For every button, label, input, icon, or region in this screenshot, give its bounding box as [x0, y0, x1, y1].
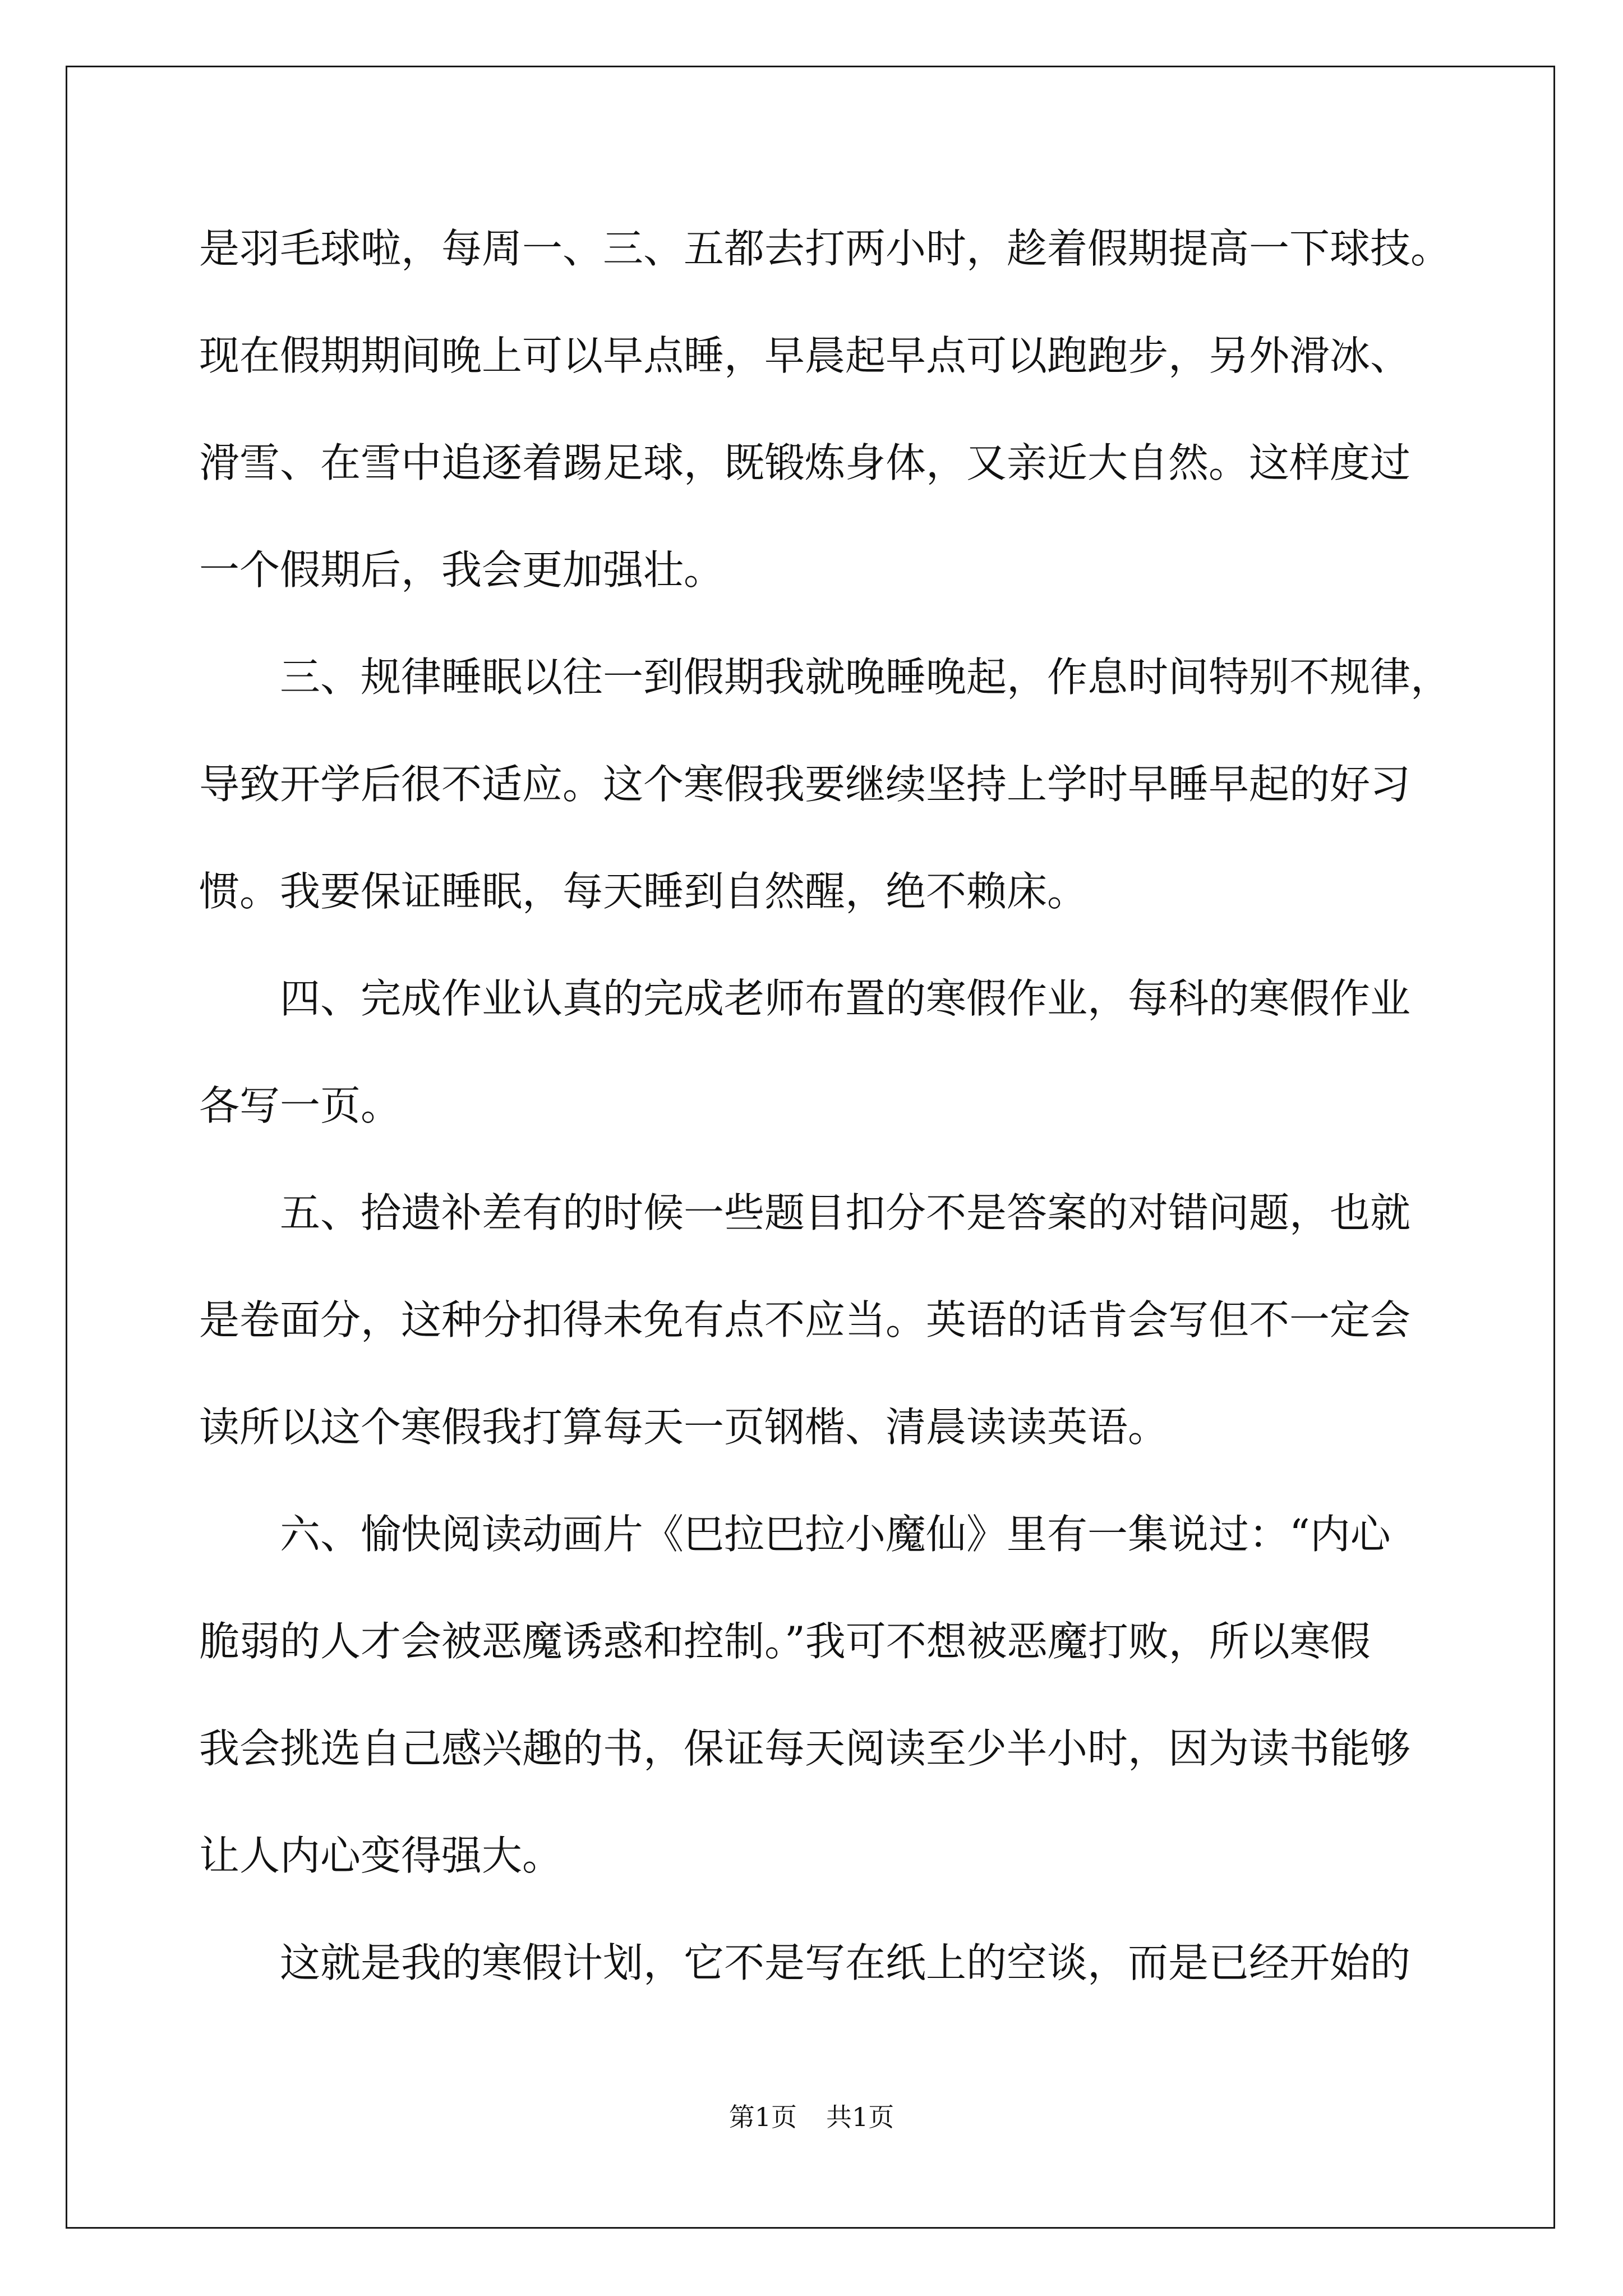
page-number: 第1页	[728, 2102, 797, 2132]
document-body	[199, 209, 1467, 2030]
total-pages: 共1页	[826, 2102, 895, 2132]
paragraph-start-line: 这就是我的寒假计划，它不是写在纸上的空谈，而是已经开始的	[280, 1939, 1411, 1986]
paragraph-start-line: 五、拾遗补差有的时候一些题目扣分不是答案的对错问题，也就	[280, 1189, 1411, 1236]
paragraph-start-line: 四、完成作业认真的完成老师布置的寒假作业，每科的寒假作业	[280, 975, 1411, 1022]
paragraph-start-line: 三、规律睡眠以往一到假期我就晚睡晚起，作息时间特别不规律，	[280, 654, 1451, 701]
text-line: 惯。我要保证睡眠，每天睡到自然醒，绝不赖床。	[199, 868, 1088, 915]
text-line: 一个假期后，我会更加强壮。	[199, 546, 725, 593]
page-footer	[0, 2097, 1623, 2134]
text-line: 现在假期期间晚上可以早点睡，早晨起早点可以跑跑步，另外滑冰、	[199, 332, 1411, 379]
text-line: 导致开学后很不适应。这个寒假我要继续坚持上学时早睡早起的好习	[199, 761, 1411, 808]
text-line: 读所以这个寒假我打算每天一页钢楷、清晨读读英语。	[199, 1404, 1169, 1451]
text-line: 各写一页。	[199, 1082, 402, 1129]
text-line: 让人内心变得强大。	[199, 1832, 563, 1879]
text-line: 是卷面分，这种分扣得未免有点不应当。英语的话肯会写但不一定会	[199, 1296, 1411, 1343]
text-line: 脆弱的人才会被恶魔诱惑和控制。”我可不想被恶魔打败，所以寒假	[199, 1618, 1371, 1665]
text-line: 我会挑选自己感兴趣的书，保证每天阅读至少半小时，因为读书能够	[199, 1725, 1411, 1772]
paragraph-start-line: 六、愉快阅读动画片《巴拉巴拉小魔仙》里有一集说过：“内心	[280, 1511, 1391, 1558]
text-line: 滑雪、在雪中追逐着踢足球，既锻炼身体，又亲近大自然。这样度过	[199, 439, 1411, 486]
text-line: 是羽毛球啦，每周一、三、五都去打两小时，趁着假期提高一下球技。	[199, 225, 1451, 272]
